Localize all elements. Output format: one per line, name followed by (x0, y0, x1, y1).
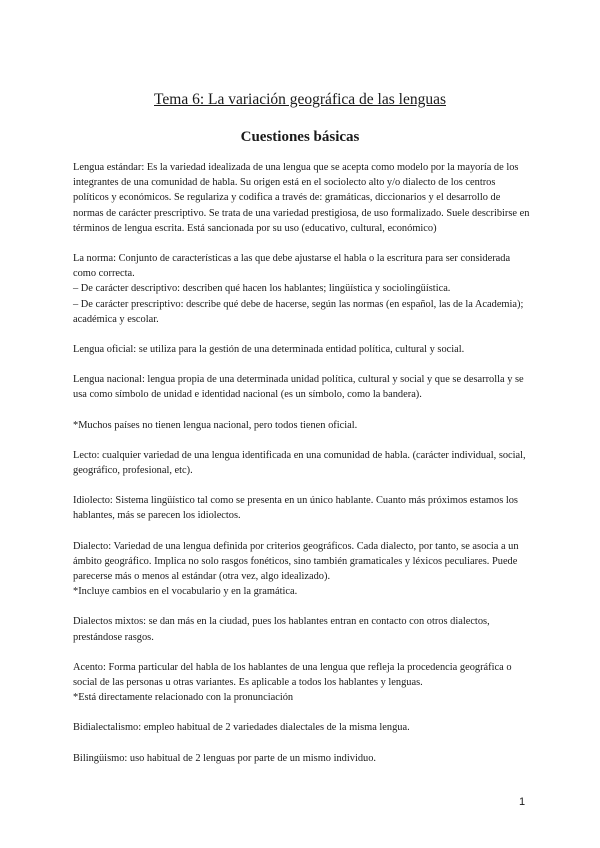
paragraph-dialectos-mixtos: Dialectos mixtos: se dan más en la ciudad, pues los hablantes entran en contacto con otros dialectos, prestándose rasgos. (73, 616, 490, 643)
paragraph-bilinguismo: Bilingüismo: uso habitual de 2 lenguas por parte de un mismo individuo. (73, 752, 377, 764)
paragraph-lengua-nacional: Lengua nacional: lengua propia de una determinada unidad política, cultural y social y que se desarrolla y se usa como símbolo de unidad e identidad nacional (es un símbolo, como la bandera). (73, 374, 524, 401)
paragraph-lecto: Lecto: cualquier variedad de una lengua identificada en una comunidad de habla. (carácter individual, social, geográfico, profesional, etc). (73, 449, 526, 477)
paragraph-dialecto: Dialecto: Variedad de una lengua definida por criterios geográficos. Cada dialecto, por tanto, se asocia a un ámbito geográfico. Implica no solo rasgos fonéticos, sino también gramaticales y léxicos peculiares. Puede parecerse más o menos al estándar (otra vez, algo idealizado). (73, 540, 519, 583)
paragraph-lengua-estandar: Lengua estándar: Es la variedad idealizada de una lengua que se acepta como modelo por la mayoría de los integrantes de una comunidad de habla. Su origen está en el sociolecto alto y/o dialecto de los centros políticos y económicos. Se regulariza y codifica a través de: gramáticas, diccionarios y el desarrollo de normas de carácter prescriptivo. Se trata de una variedad prestigiosa, de uso formalizado. Suele describirse en términos de lengua escrita. Está sancionada por su uso (educativo, cultural, económico) (73, 162, 530, 234)
paragraph-bidialectalismo: Bidialectalismo: empleo habitual de 2 variedades dialectales de la misma lengua. (73, 722, 410, 734)
list-item-norma-descriptiva: – De carácter descriptivo: describen qué hacen los hablantes; lingüística y sociolingüística. (73, 283, 451, 295)
paragraph-idiolecto: Idiolecto: Sistema lingüístico tal como se presenta en un único hablante. Cuanto más próximos estamos los hablantes, más se parecen los idiolectos. (73, 495, 518, 522)
paragraph-acento: Acento: Forma particular del habla de los hablantes de una lengua que refleja la procedencia geográfica o social de las personas u otras variantes. Es aplicable a todos los hablantes y lenguas. (73, 661, 512, 689)
note-acento: *Está directamente relacionado con la pronunciación (73, 692, 294, 704)
list-item-norma-prescriptiva: – De carácter prescriptivo: describe qué debe de hacerse, según las normas (en español, las de la Academia); académica y escolar. (73, 298, 524, 325)
page-title: Tema 6: La variación geográfica de las lenguas (154, 91, 446, 108)
page-number: 1 (519, 796, 526, 808)
paragraph-la-norma: La norma: Conjunto de características a las que debe ajustarse el habla o la escritura para ser considerada como correcta. (73, 253, 511, 280)
note-lengua-nacional: *Muchos países no tienen lengua nacional, pero todos tienen oficial. (73, 419, 358, 431)
note-dialecto: *Incluye cambios en el vocabulario y en la gramática. (73, 586, 298, 598)
page-subtitle: Cuestiones básicas (240, 129, 360, 145)
document-body (73, 160, 533, 781)
paragraph-lengua-oficial: Lengua oficial: se utiliza para la gestión de una determinada entidad política, cultural y social. (73, 344, 465, 356)
